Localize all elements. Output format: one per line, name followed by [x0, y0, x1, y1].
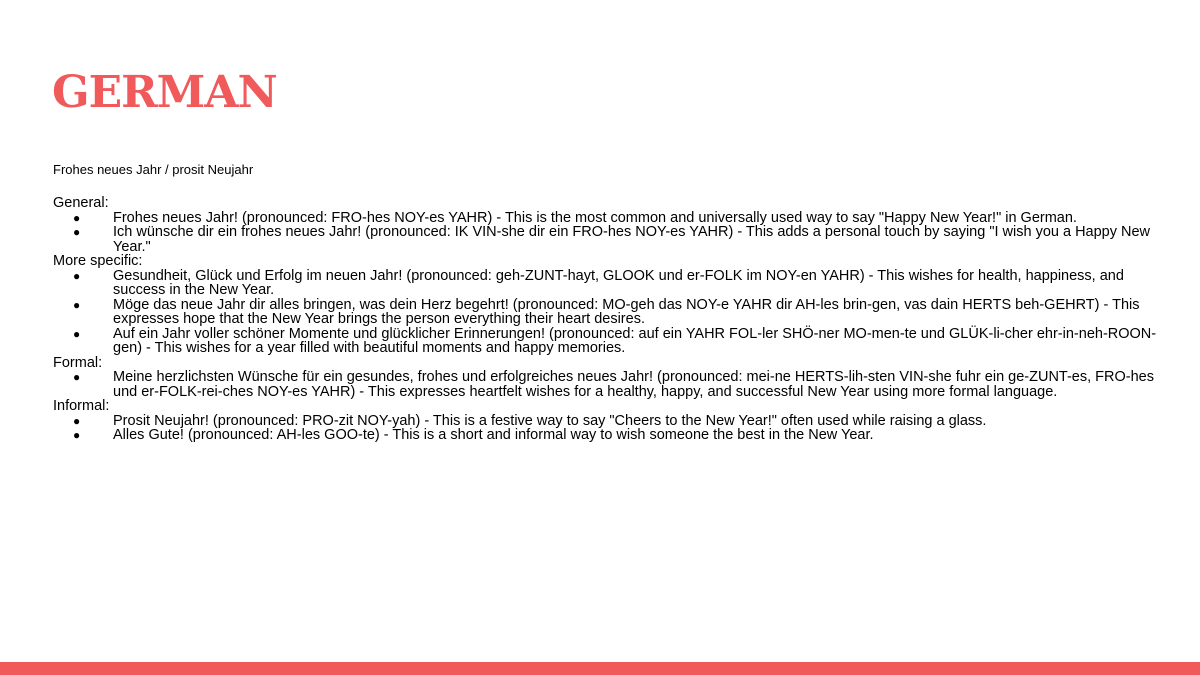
slide-title: GERMAN	[52, 67, 277, 118]
list-item-text: Gesundheit, Glück und Erfolg im neuen Jahr! (pronounced: geh-ZUNT-hayt, GLOOK und er-FOLK im NOY-en YAHR) - This wishes for health, happiness, and success in the New Year.	[113, 267, 1124, 298]
bullet-icon: ●	[73, 413, 81, 428]
bullet-list	[53, 414, 1158, 443]
section-label: Formal:	[53, 354, 103, 371]
list-item-text: Frohes neues Jahr! (pronounced: FRO-hes NOY-es YAHR) - This is the most common and universally used way to say "Happy New Year!" in German.	[113, 209, 1077, 226]
section-formal	[53, 356, 1158, 400]
list-item-text: Auf ein Jahr voller schöner Momente und glücklicher Erinnerungen! (pronounced: auf ein YAHR FOL-ler SHÖ-ner MO-men-te und GLÜK-li-cher ehr-in-neh-ROON-gen) - This wishes for a year filled with beautiful moments and happy memories.	[113, 325, 1157, 356]
list-item	[53, 428, 1158, 443]
section-informal	[53, 399, 1158, 443]
section-more-specific	[53, 254, 1158, 356]
bullet-icon: ●	[73, 326, 81, 341]
slide-subtitle: Frohes neues Jahr / prosit Neujahr	[53, 162, 254, 177]
list-item	[53, 298, 1158, 327]
accent-bar	[0, 662, 1200, 675]
bullet-list	[53, 370, 1158, 399]
bullet-icon: ●	[73, 225, 81, 239]
bullet-icon: ●	[73, 428, 81, 442]
bullet-icon: ●	[73, 268, 81, 283]
bullet-list	[53, 211, 1158, 255]
list-item-text: Prosit Neujahr! (pronounced: PRO-zit NOY-yah) - This is a festive way to say "Cheers to the New Year!" often used while raising a glass.	[113, 412, 987, 429]
list-item-text: Meine herzlichsten Wünsche für ein gesundes, frohes und erfolgreiches neues Jahr! (pronounced: mei-ne HERTS-lih-sten VIN-she fuhr ein ge-ZUNT-es, FRO-hes und er-FOLK-rei-ches NOY-es YAHR) - This expresses heartfelt wishes for a healthy, happy, and successful New Year using more formal language.	[113, 369, 1154, 400]
section-label: More specific:	[53, 253, 143, 269]
bullet-icon: ●	[73, 210, 81, 225]
section-label: Informal:	[53, 398, 110, 414]
list-item	[53, 414, 1158, 429]
content-body	[53, 196, 1158, 443]
list-item	[53, 225, 1158, 254]
list-item	[53, 269, 1158, 298]
list-item	[53, 370, 1158, 399]
bullet-list	[53, 269, 1158, 356]
section-general	[53, 196, 1158, 254]
list-item	[53, 327, 1158, 356]
list-item-text: Möge das neue Jahr dir alles bringen, was dein Herz begehrt! (pronounced: MO-geh das NOY-e YAHR dir AH-les brin-gen, vas dain HERTS beh-GEHRT) - This expresses hope that the New Year brings the person everything their heart desires.	[113, 296, 1140, 327]
list-item	[53, 211, 1158, 226]
bullet-icon: ●	[73, 297, 81, 312]
list-item-text: Ich wünsche dir ein frohes neues Jahr! (pronounced: IK VIN-she dir ein FRO-hes NOY-es YAHR) - This adds a personal touch by saying "I wish you a Happy New Year."	[113, 224, 1151, 255]
list-item-text: Alles Gute! (pronounced: AH-les GOO-te) - This is a short and informal way to wish someone the best in the New Year.	[113, 427, 874, 443]
bullet-icon: ●	[73, 370, 81, 384]
section-label: General:	[53, 195, 109, 211]
